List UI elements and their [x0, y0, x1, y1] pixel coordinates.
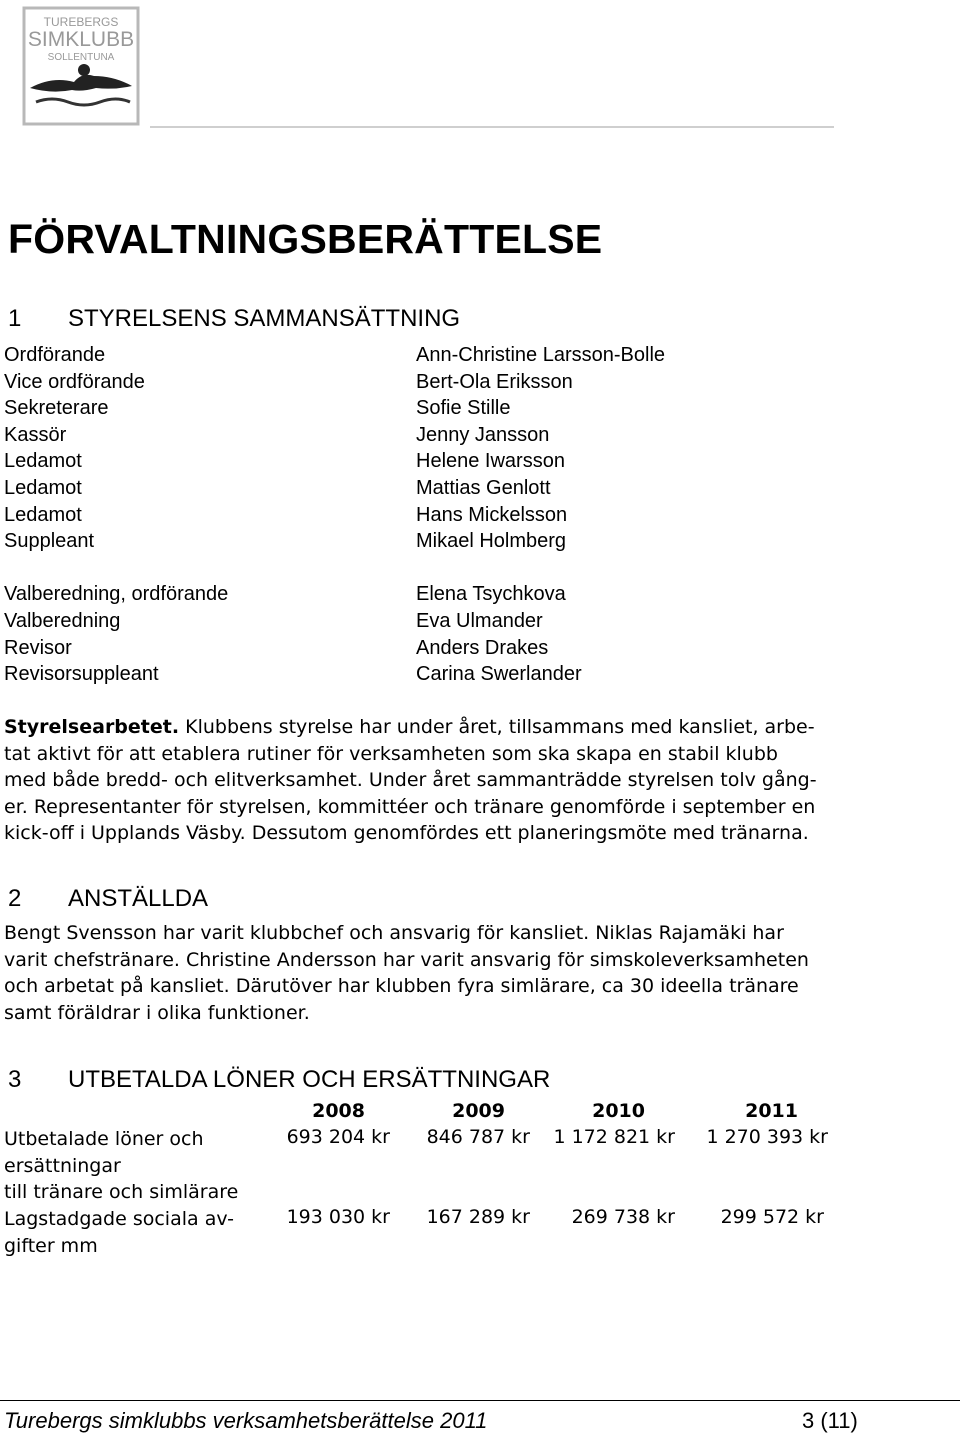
role: Valberedning, ordförande [4, 583, 229, 606]
member-name: Helene Iwarsson [416, 450, 565, 473]
section-3-heading [8, 1066, 550, 1094]
paragraph-lead: Styrelsearbetet. [4, 716, 180, 738]
role: Valberedning [4, 609, 121, 632]
board-names [416, 342, 665, 688]
logo-line1: TUREBERGS [43, 15, 119, 29]
board-work-paragraph [4, 714, 844, 847]
year-header: 2009 [452, 1100, 505, 1122]
member-name: Ann-Christine Larsson-Bolle [416, 344, 666, 366]
table-cell: 299 572 kr [720, 1206, 824, 1228]
table-cell: 693 204 kr [286, 1126, 390, 1148]
table-cell: 269 738 kr [571, 1206, 675, 1228]
member-name: Eva Ulmander [416, 609, 543, 632]
board-roles [4, 342, 228, 688]
member-name: Sofie Stille [416, 397, 511, 420]
paragraph-line: samt föräldrar i olika funktioner. [4, 1001, 310, 1024]
footer-title: Turebergs simklubbs verksamhetsberättelse 2011 [4, 1408, 488, 1433]
section-2-heading [8, 885, 208, 913]
paragraph-line: Bengt Svensson har varit klubbchef och ansvarig för kansliet. Niklas Rajamäki har [4, 922, 784, 944]
role: Ordförande [4, 344, 106, 366]
label-line: till tränare och simlärare [4, 1181, 239, 1204]
member-name: Hans Mickelsson [416, 503, 568, 526]
member-name: Mattias Genlott [416, 476, 551, 499]
label-line: gifter mm [4, 1234, 98, 1257]
paragraph-line: Klubbens styrelse har under året, tillsammans med kansliet, arbe- [179, 716, 815, 738]
table-cell: 1 270 393 kr [706, 1126, 828, 1148]
role: Revisorsuppleant [4, 663, 159, 686]
page-title: FÖRVALTNINGSBERÄTTELSE [8, 216, 603, 262]
logo-graphic [22, 6, 140, 126]
table-cell: 1 172 821 kr [553, 1126, 675, 1148]
role: Vice ordförande [4, 370, 145, 393]
table-cell: 846 787 kr [426, 1126, 530, 1148]
role: Ledamot [4, 503, 82, 526]
table-cell: 193 030 kr [286, 1206, 390, 1228]
section-2-title: ANSTÄLLDA [68, 885, 209, 912]
paragraph-line: varit chefstränare. Christine Andersson har varit ansvarig för simskoleverksamheten [4, 948, 809, 971]
label-line: ersättningar [4, 1154, 121, 1177]
paragraph-line: och arbetat på kansliet. Därutöver har klubben fyra simlärare, ca 30 ideella tränare [4, 975, 799, 998]
year-header: 2011 [745, 1100, 798, 1122]
paragraph-line: er. Representanter för styrelsen, kommittéer och tränare genomförde i september en [4, 795, 816, 818]
role: Suppleant [4, 530, 95, 553]
club-logo [22, 6, 140, 126]
table-row-label [4, 1126, 264, 1206]
logo-line3: SOLLENTUNA [47, 52, 115, 63]
label-line: Utbetalade löner och [4, 1128, 204, 1150]
section-1-title: STYRELSENS SAMMANSÄTTNING [68, 305, 461, 332]
page-number: 3 (11) [802, 1408, 858, 1433]
logo-line2: SIMKLUBB [27, 28, 135, 51]
staff-paragraph [4, 920, 844, 1026]
table-cell: 167 289 kr [426, 1206, 530, 1228]
role: Revisor [4, 636, 72, 659]
year-header: 2010 [592, 1100, 645, 1122]
year-header: 2008 [312, 1100, 365, 1122]
member-name: Jenny Jansson [416, 423, 550, 446]
section-3-number: 3 [8, 1066, 22, 1093]
section-1-heading [8, 305, 460, 333]
section-2-number: 2 [8, 885, 22, 912]
table-row-label [4, 1206, 264, 1259]
member-name: Mikael Holmberg [416, 530, 567, 553]
member-name: Elena Tsychkova [416, 583, 566, 606]
paragraph-line: med både bredd- och elitverksamhet. Under året sammanträdde styrelsen tolv gång- [4, 769, 817, 792]
role: Ledamot [4, 450, 82, 473]
role: Sekreterare [4, 397, 109, 420]
header-divider [150, 126, 834, 128]
section-1-number: 1 [8, 305, 22, 332]
paragraph-line: kick-off i Upplands Väsby. Dessutom genomfördes ett planeringsmöte med tränarna. [4, 822, 809, 845]
paragraph-line: tat aktivt för att etablera rutiner för verksamheten som ska skapa en stabil klubb [4, 742, 778, 765]
label-line: Lagstadgade sociala av- [4, 1208, 234, 1230]
member-name: Anders Drakes [416, 636, 549, 659]
footer-divider [0, 1400, 960, 1401]
role: Kassör [4, 423, 67, 446]
member-name: Bert-Ola Eriksson [416, 370, 573, 393]
section-3-title: UTBETALDA LÖNER OCH ERSÄTTNINGAR [68, 1066, 551, 1093]
member-name: Carina Swerlander [416, 663, 582, 686]
role: Ledamot [4, 476, 82, 499]
